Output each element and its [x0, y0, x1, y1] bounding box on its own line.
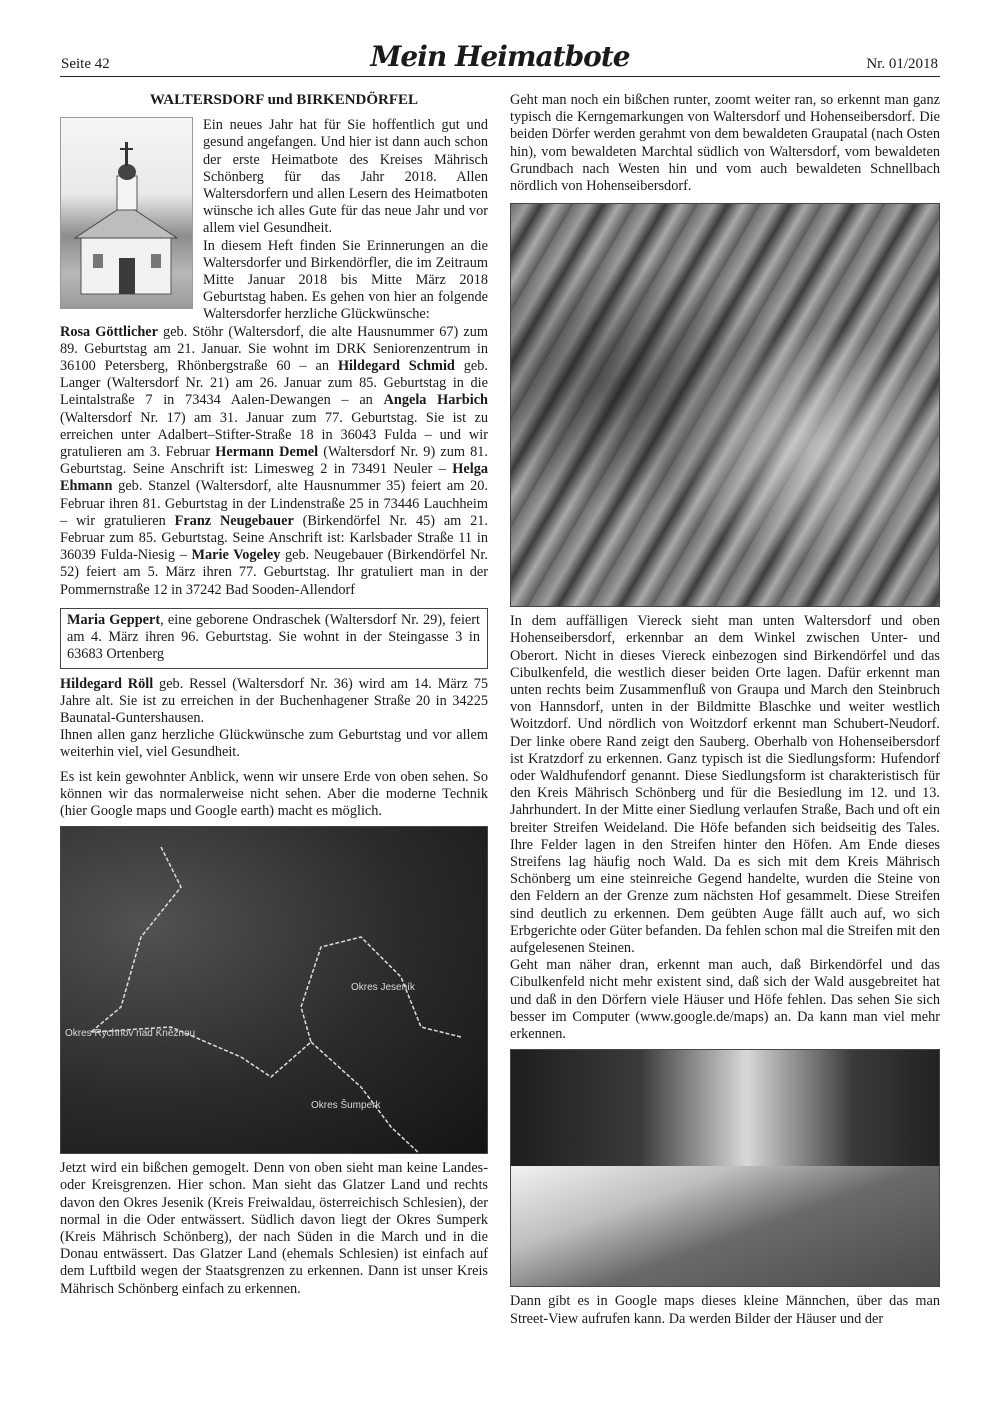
masthead-logo: Mein Heimatbote: [370, 40, 630, 73]
birthday-name: Rosa Göttlicher: [60, 323, 158, 340]
highlight-box: Maria Geppert, eine geborene Ondraschek (Waltersdorf Nr. 29), feiert am 4. März ihren 96. Geburtstag. Sie wohnt in der Steingasse 3 in 63683 Ortenberg: [60, 608, 488, 669]
article-heading: WALTERSDORF und BIRKENDÖRFEL: [149, 92, 419, 108]
street-view-paragraph: Dann gibt es in Google maps dieses kleine Männchen, über das man Street-View aufrufen kann. Da werden Bilder der Häuser und der: [510, 1293, 940, 1327]
closer-paragraph: Geht man näher dran, erkennt man auch, daß Birkendörfel und das Cibulkenfeld nicht mehr existent sind, daß sich der Wald ausgebreitet hat und daß in den Dörfern viele Häuser und Höfe fehlen. Das sehen Sie sich besser im Computer (www.google.de/maps) an. Da kann man viel mehr erkennen.: [510, 957, 940, 1043]
intro-paragraph-2: In diesem Heft finden Sie Erinnerungen an die Waltersdorfer und Birkendörfler, die im Zeitraum Mitte Januar 2018 bis Mitte März 2018 Geburtstag haben. Es gehen von hier an folgende Waltersdorfer herzliche Glückwünsche:: [203, 237, 488, 323]
page-number: Seite 42: [61, 56, 110, 72]
chapel-illustration: [61, 118, 193, 309]
left-column: [60, 92, 488, 1298]
right-column: [510, 92, 940, 1328]
map-caption: Jetzt wird ein bißchen gemogelt. Denn von oben sieht man keine Landes- oder Kreisgrenzen. Hier schon. Man sieht das Glatzer Land und rechts davon den Okres Jesenik (Kreis Freiwaldau, österreichisch Schlesien), der normal in die Oder entwässert. Südlich davon liegt der Okres Sumperk (Kreis Mährisch Schönberg), der nach Süden in die March und in die Donau entwässert. Das Glatzer Land (ehemals Schlesien) ist einfach auf dem Luftbild wegen der Staatsgrenzen zu erkennen. Dann ist unser Kreis Mährisch Schönberg einfach zu erkennen.: [60, 1160, 488, 1297]
birthday-list: Rosa Göttlicher geb. Stöhr (Waltersdorf, die alte Hausnummer 67) zum 89. Geburtstag am 21. Januar. Sie wohnt im DRK Seniorenzentrum in 36100 Petersberg, Rhönbergstraße 60 – an Hildegard Schmid geb. Langer (Waltersdorf Nr. 21) am 26. Januar zum 85. Geburtstag in die Leintalstraße 7 in 73434 Aalen-Dewangen – an Angela Harbich (Waltersdorf Nr. 17) am 31. Januar zum 77. Geburtstag. Sie ist zu erreichen unter Adalbert–Stifter-Straße 18 in 36043 Fulda – und wir gratulieren am 3. Februar Hermann Demel (Waltersdorf Nr. 9) zum 81. Geburtstag. Seine Anschrift ist: Limesweg 2 in 73491 Neuler – Helga Ehmann geb. Stanzel (Waltersdorf, alte Hausnummer 35) feiert am 20. Februar ihren 81. Geburtstag in der Lindenstraße 25 in 73446 Lauchheim – wir gratulieren Franz Neugebauer (Birkendörfel Nr. 45) am 21. Februar zum 85. Geburtstag. Seine Anschrift ist: Karlsbader Straße 11 in 36039 Fulda-Niesig – Marie Vogeley geb. Neugebauer (Birkendörfel Nr. 52) feiert am 5. März ihren 77. Geburtstag. Ihr gratuliert man in der Pommernstraße 12 in 37242 Bad Sooden-Allendorf: [60, 323, 489, 598]
zoom-paragraph: Geht man noch ein bißchen runter, zoomt weiter ran, so erkennt man ganz typisch die Kerngemarkungen von Waltersdorf und Hohenseibersdorf. Die beiden Dörfer werden gerahmt von dem bewaldeten Graupatal (nach Osten hin), vom bewaldeten Marchtal südlich von Waltersdorf, vom bewaldeten Grundbach nach Westen hin und vom auch bewaldeten Schnellbach nördlich von Hohenseibersdorf.: [510, 92, 940, 195]
birthday-name: Helga Ehmann: [60, 461, 488, 495]
map-label-sumperk: Okres Šumperk: [311, 1100, 381, 1112]
birthday-name: Franz Neugebauer: [174, 512, 294, 529]
wishes-paragraph: Ihnen allen ganz herzliche Glückwünsche zum Geburtstag und vor allem weiterhin viel, viel Gesundheit.: [60, 727, 488, 761]
aerial-caption: In dem auffälligen Viereck sieht man unten Waltersdorf und oben Hohenseibersdorf, erkennbar an dem Winkel zwischen Unter- und Oberort. Nicht in dieses Viereck einbezogen sind Birkendörfel und das Cibulkenfeld, die westlich dieser beiden Orte lagen. Dafür erkennt man unten rechts beim Zusammenfluß von Graupa und March den Steinbruch von Hannsdorf, unten in der Bildmitte Blaschke und weiter westlich Woitzdorf. Und nördlich von Woitzdorf erkennt man Schubert-Neudorf. Der linke obere Rand zeigt den Sauberg. Oberhalb von Hohenseibersdorf ist Kratzdorf zu erkennen. Ganz typisch ist die Siedlungsform: Hufendorf oder Waldhufendorf genannt. Diese Siedlungsform ist charakteristisch für den Kreis Mährisch Schönberg und für die Besiedlung im 12. und 13. Jahrhundert. In der Mitte einer Siedlung verlaufen Straße, Bach und oft ein breiter Streifen Weideland. Die Höfe befanden sich beidseitig des Tales. Ihre Felder lagen in den Streifen hinter den Höfen. Am Ende dieses Streifens lag häufig noch Wald. Da es sich mit dem Kreis Mährisch Schönberg um eine steinreiche Gegend handelte, wurden die Steine von den Feldern an der Grenze zum nächsten Hof gesammelt. Diese Streifen sind deutlich zu erkennen. Dem geübten Auge fällt auch auf, wo sich Erbgerichte oder Güter befanden. Da fehlen schon mal die Streifen mit den aufgelesenen Steinen.: [510, 613, 940, 957]
church-photo: [60, 117, 193, 309]
street-view-photo: [510, 1049, 940, 1287]
issue-number: Nr. 01/2018: [866, 56, 938, 72]
header-rule: [60, 76, 940, 77]
birthday-name: Hildegard Schmid: [337, 358, 455, 375]
intro-paragraph: Ein neues Jahr hat für Sie hoffentlich gut und gesund angefangen. Und hier ist dann auch schon der erste Heimatbote des Kreises Mährisch Schönberg für das Jahr 2018. Allen Waltersdorfern und allen Lesern des Heimatboten wünsche ich alles Gute für das neue Jahr und vor allem viel Gesundheit.: [203, 117, 488, 237]
birthday-name: Hildegard Röll: [60, 675, 154, 692]
birthday-entry: Hildegard Röll geb. Ressel (Waltersdorf Nr. 36) wird am 14. März 75 Jahre alt. Sie ist zu erreichen in der Buchenhagener Straße 20 in 34225 Baunatal-Guntershausen.: [60, 675, 488, 726]
aerial-photo: [510, 203, 940, 607]
satellite-map-image: [60, 826, 488, 1154]
birthday-name: Maria Geppert: [67, 611, 161, 628]
border-lines: [61, 827, 488, 1154]
birthday-name: Hermann Demel: [215, 444, 319, 461]
google-intro-paragraph: Es ist kein gewohnter Anblick, wenn wir unsere Erde von oben sehen. So können wir das normalerweise nicht sehen. Aber die moderne Technik (hier Google maps und Google earth) macht es möglich.: [60, 768, 488, 819]
map-label-jesenik: Okres Jeseník: [351, 982, 415, 994]
birthday-name: Marie Vogeley: [191, 547, 281, 564]
map-label-rychnov: Okres Rychnov nad Kněžnou: [65, 1028, 196, 1040]
birthday-name: Angela Harbich: [383, 392, 488, 409]
